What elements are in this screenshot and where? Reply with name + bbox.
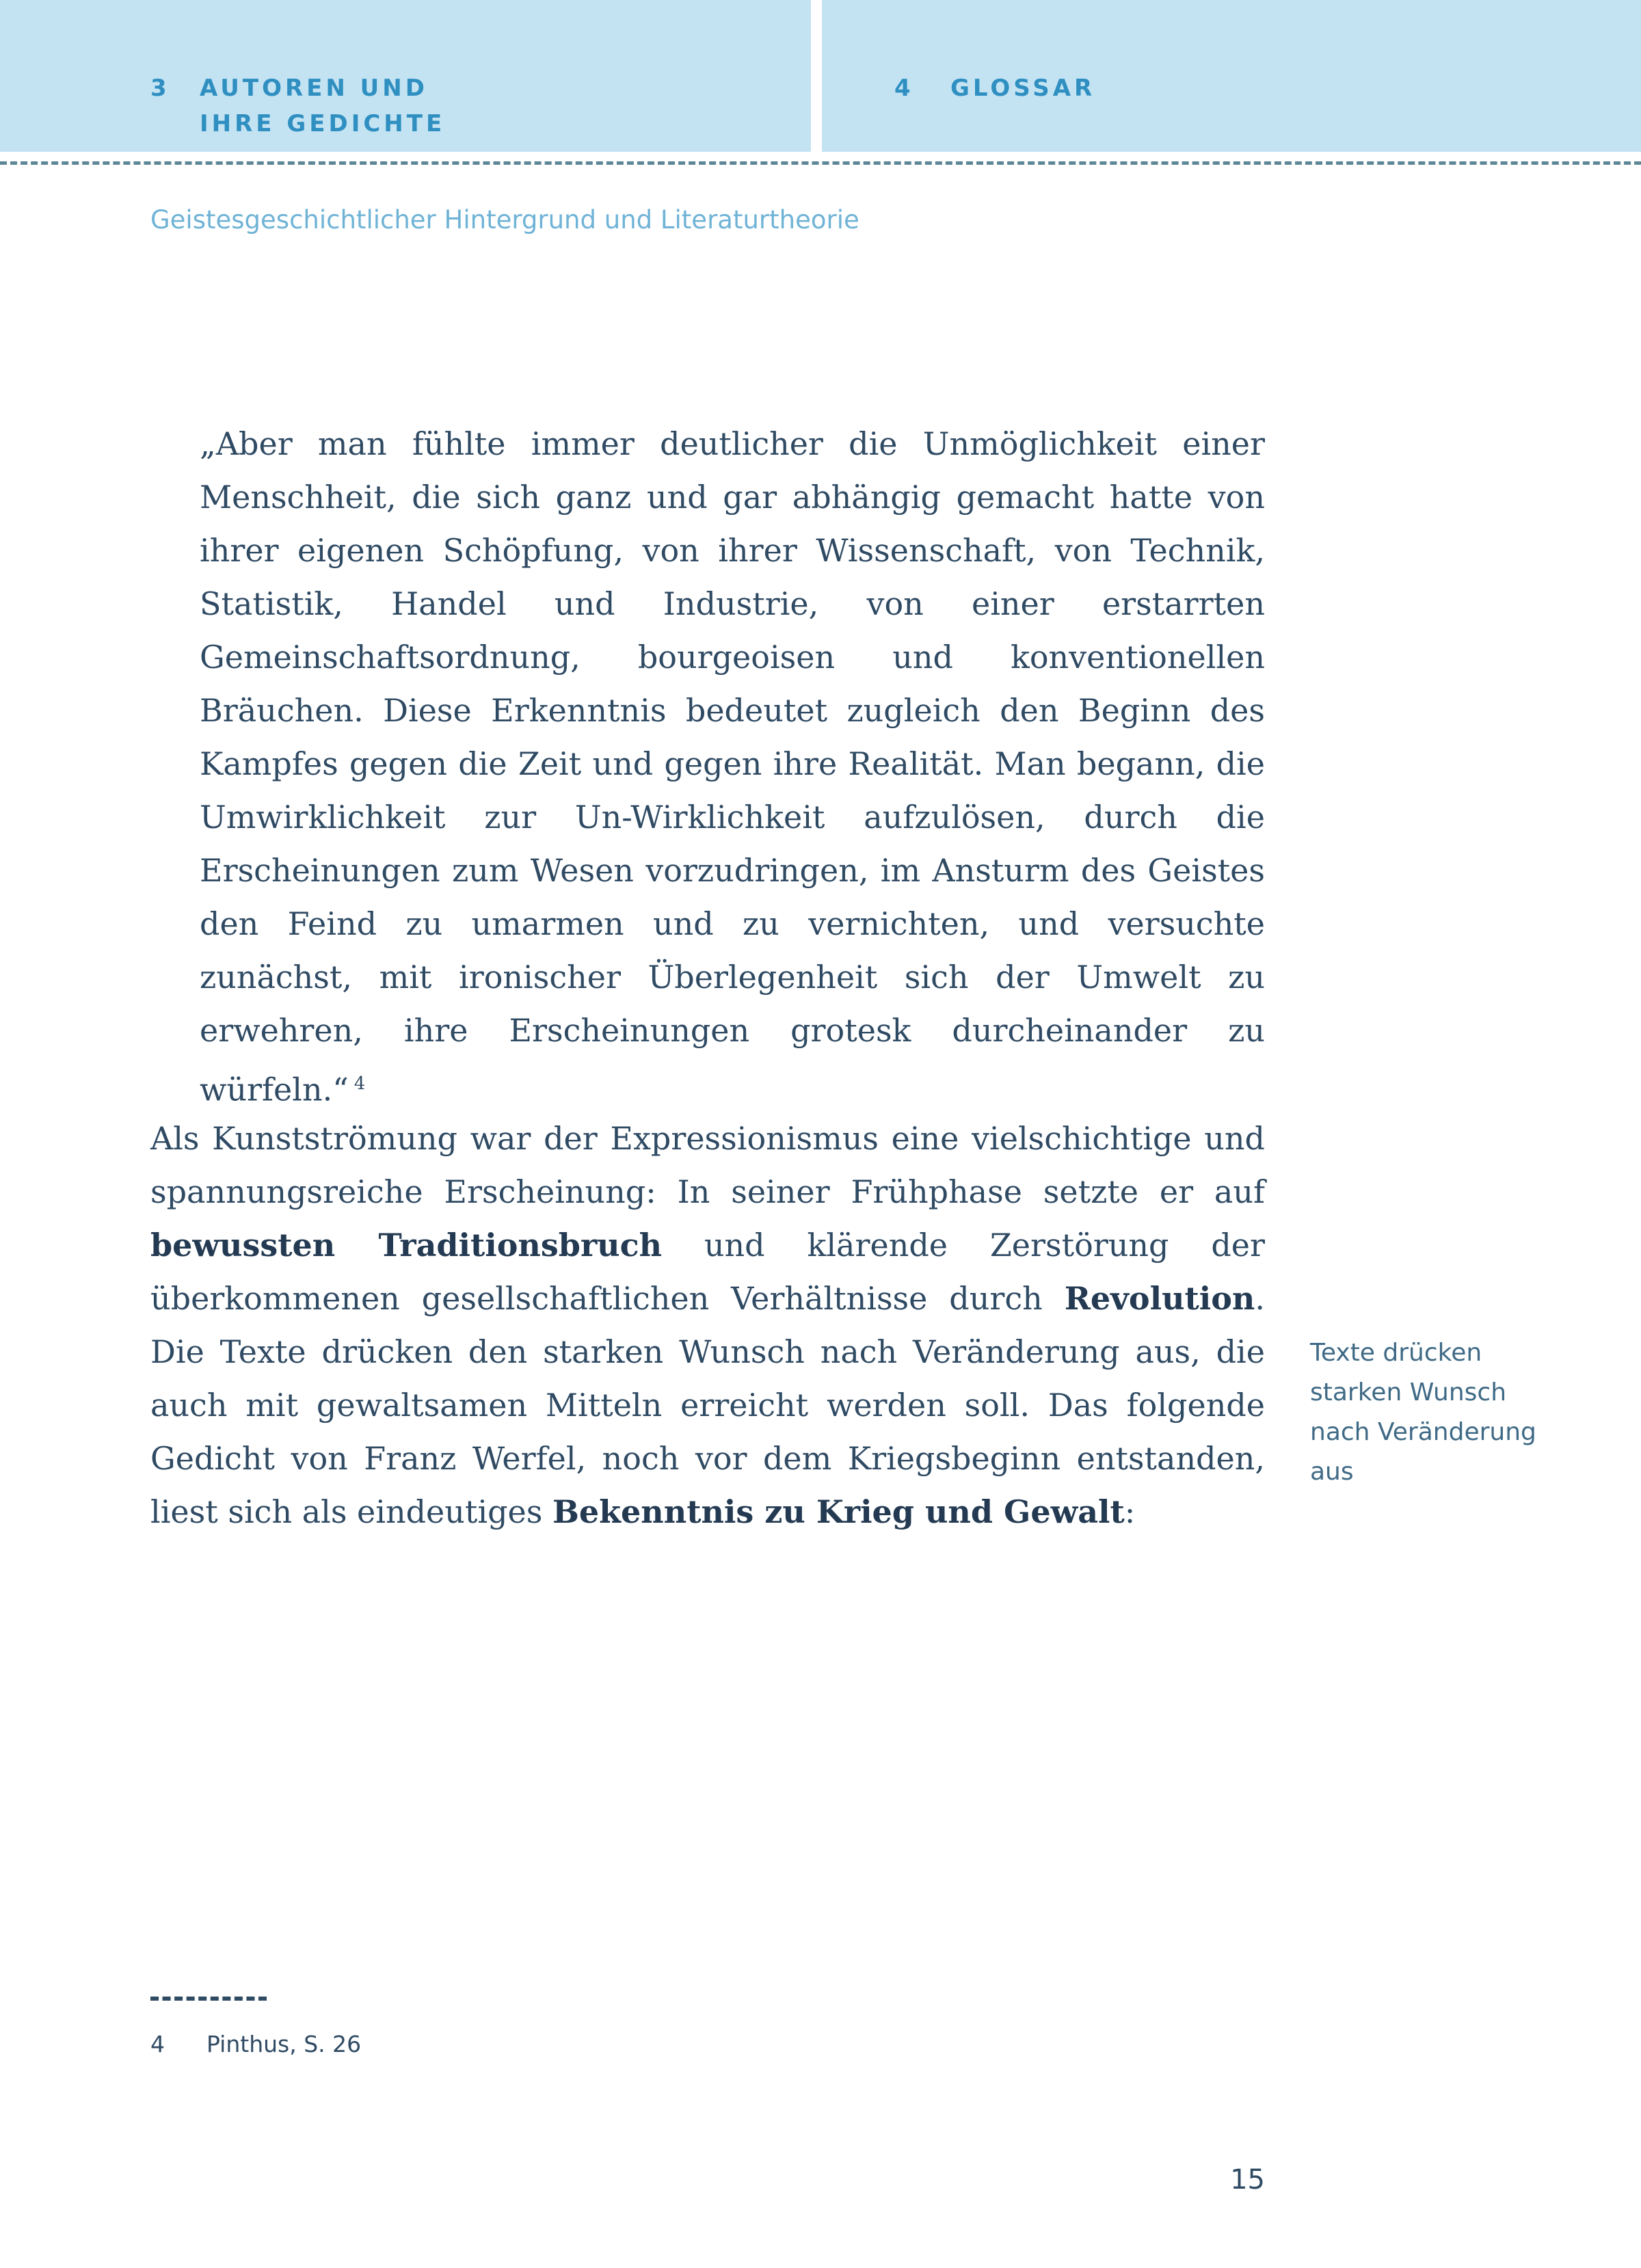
paragraph-text: und klärende Zerstörung der überkommenen gesellschaftlichen Verhältnisse durch — [150, 1227, 1265, 1317]
paragraph-text: . Die Texte drücken den starken Wunsch nach Veränderung aus, die auch mit gewaltsamen Mitteln erreicht werden soll. Das folgende Gedicht von Franz Werfel, noch vor dem Kriegsbeginn entstanden, liest sich als eindeutiges — [150, 1280, 1265, 1530]
footnote-rule — [150, 1997, 267, 2001]
page-number: 15 — [1230, 2164, 1265, 2196]
body-paragraph — [150, 1112, 1265, 1538]
nav-label-line2: IHRE GEDICHTE — [200, 110, 446, 137]
margin-note: Texte drücken starken Wunsch nach Veränderung aus — [1310, 1339, 1536, 1486]
header-dashed-rule — [0, 161, 1641, 165]
emphasis-revolution: Revolution — [1064, 1280, 1255, 1317]
quote-text: „Aber man fühlte immer deutlicher die Unmöglichkeit einer Menschheit, die sich ganz und gar abhängig gemacht hatte von ihrer eigenen Schöpfung, von ihrer Wissenschaft, von Technik, Statistik, Handel und Industrie, von einer erstarrten Gemeinschaftsordnung, bourgeoisen und konventionellen Bräuchen. Diese Erkenntnis bedeutet zugleich den Beginn des Kampfes gegen die Zeit und gegen ihre Realität. Man begann, die Umwirklichkeit zur Un-Wirklichkeit aufzulösen, durch die Erscheinungen zum Wesen vorzudringen, im Ansturm des Geistes den Feind zu umarmen und zu vernichten, und versuchte zunächst, mit ironischer Überlegenheit sich der Umwelt zu erwehren, ihre Erscheinungen grotesk durcheinander zu würfeln.“ — [200, 425, 1265, 1108]
running-head: Geistesgeschichtlicher Hintergrund und Literaturtheorie — [150, 205, 859, 235]
emphasis-krieg-gewalt: Bekenntnis zu Krieg und Gewalt — [552, 1493, 1125, 1530]
nav-label-line1: AUTOREN UND — [200, 75, 428, 102]
paragraph-text: : — [1124, 1493, 1136, 1530]
nav-label: GLOSSAR — [950, 75, 1096, 102]
footnote-text: Pinthus, S. 26 — [206, 2031, 362, 2057]
footnote-reference[interactable]: 4 — [353, 1073, 366, 1094]
emphasis-traditionsbruch: bewussten Traditionsbruch — [150, 1227, 663, 1264]
nav-item-autoren[interactable] — [150, 70, 492, 145]
nav-number: 4 — [894, 75, 914, 102]
footnote-number: 4 — [150, 2031, 165, 2057]
block-quote — [200, 417, 1265, 1116]
nav-number: 3 — [150, 75, 170, 102]
header-divider — [811, 0, 822, 152]
paragraph-text: Als Kunstströmung war der Expressionismus eine vielschichtige und spannungsreiche Erscheinung: In seiner Frühphase setzte er auf — [150, 1120, 1265, 1210]
nav-item-glossar[interactable] — [894, 70, 1113, 108]
